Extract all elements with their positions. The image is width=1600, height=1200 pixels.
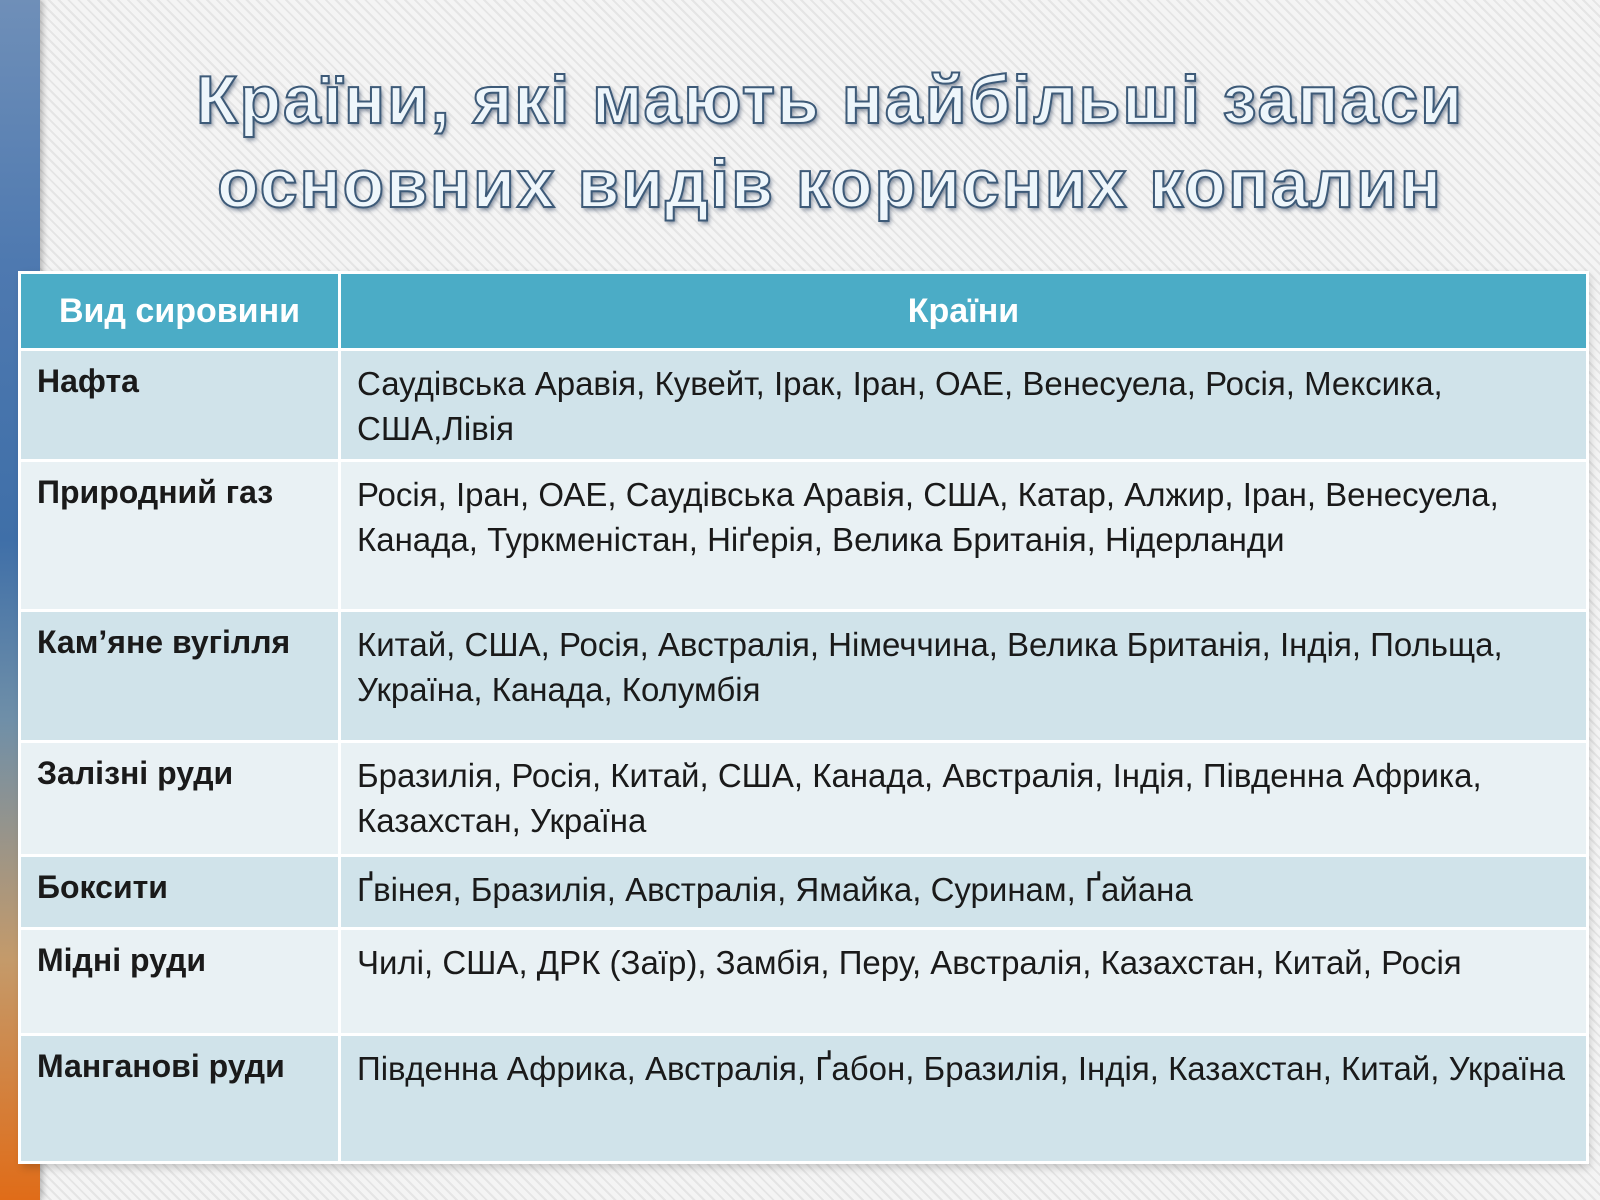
resource-name: Залізні руди: [20, 742, 340, 856]
resource-countries: Росія, Іран, ОАЕ, Саудівська Аравія, США, Катар, Алжир, Іран, Венесуела, Канада, Туркменістан, Ніґерія, Велика Британія, Нідерланди: [340, 461, 1588, 611]
resource-countries: Південна Африка, Австралія, Ґабон, Бразилія, Індія, Казахстан, Китай, Україна: [340, 1035, 1588, 1163]
table-row: [20, 742, 1588, 856]
header-resource-type: Вид сировини: [20, 273, 340, 350]
resource-countries: Китай, США, Росія, Австралія, Німеччина, Велика Британія, Індія, Польща, Україна, Канада, Колумбія: [340, 611, 1588, 742]
table-row: [20, 461, 1588, 611]
header-countries: Країни: [340, 273, 1588, 350]
resource-name: Боксити: [20, 856, 340, 929]
table-row: [20, 350, 1588, 461]
slide-title-line-2: основних видів корисних копалин: [217, 146, 1443, 222]
resource-countries: Бразилія, Росія, Китай, США, Канада, Австралія, Індія, Південна Африка, Казахстан, Україна: [340, 742, 1588, 856]
table-row: [20, 1035, 1588, 1163]
table-row: [20, 929, 1588, 1035]
resources-table-container: [18, 271, 1586, 1164]
resource-countries: Саудівська Аравія, Кувейт, Ірак, Іран, ОАЕ, Венесуела, Росія, Мексика, США,Лівія: [340, 350, 1588, 461]
resource-name: Природний газ: [20, 461, 340, 611]
resources-table: [18, 271, 1589, 1164]
table-row: [20, 856, 1588, 929]
slide-title: [60, 58, 1600, 226]
table-row: [20, 611, 1588, 742]
resource-countries: Чилі, США, ДРК (Заїр), Замбія, Перу, Австралія, Казахстан, Китай, Росія: [340, 929, 1588, 1035]
resource-countries: Ґвінея, Бразилія, Австралія, Ямайка, Суринам, Ґайана: [340, 856, 1588, 929]
table-header-row: [20, 273, 1588, 350]
resource-name: Нафта: [20, 350, 340, 461]
slide-title-line-1: Країни, які мають найбільші запаси: [195, 62, 1465, 138]
resource-name: Манганові руди: [20, 1035, 340, 1163]
resource-name: Кам’яне вугілля: [20, 611, 340, 742]
resource-name: Мідні руди: [20, 929, 340, 1035]
